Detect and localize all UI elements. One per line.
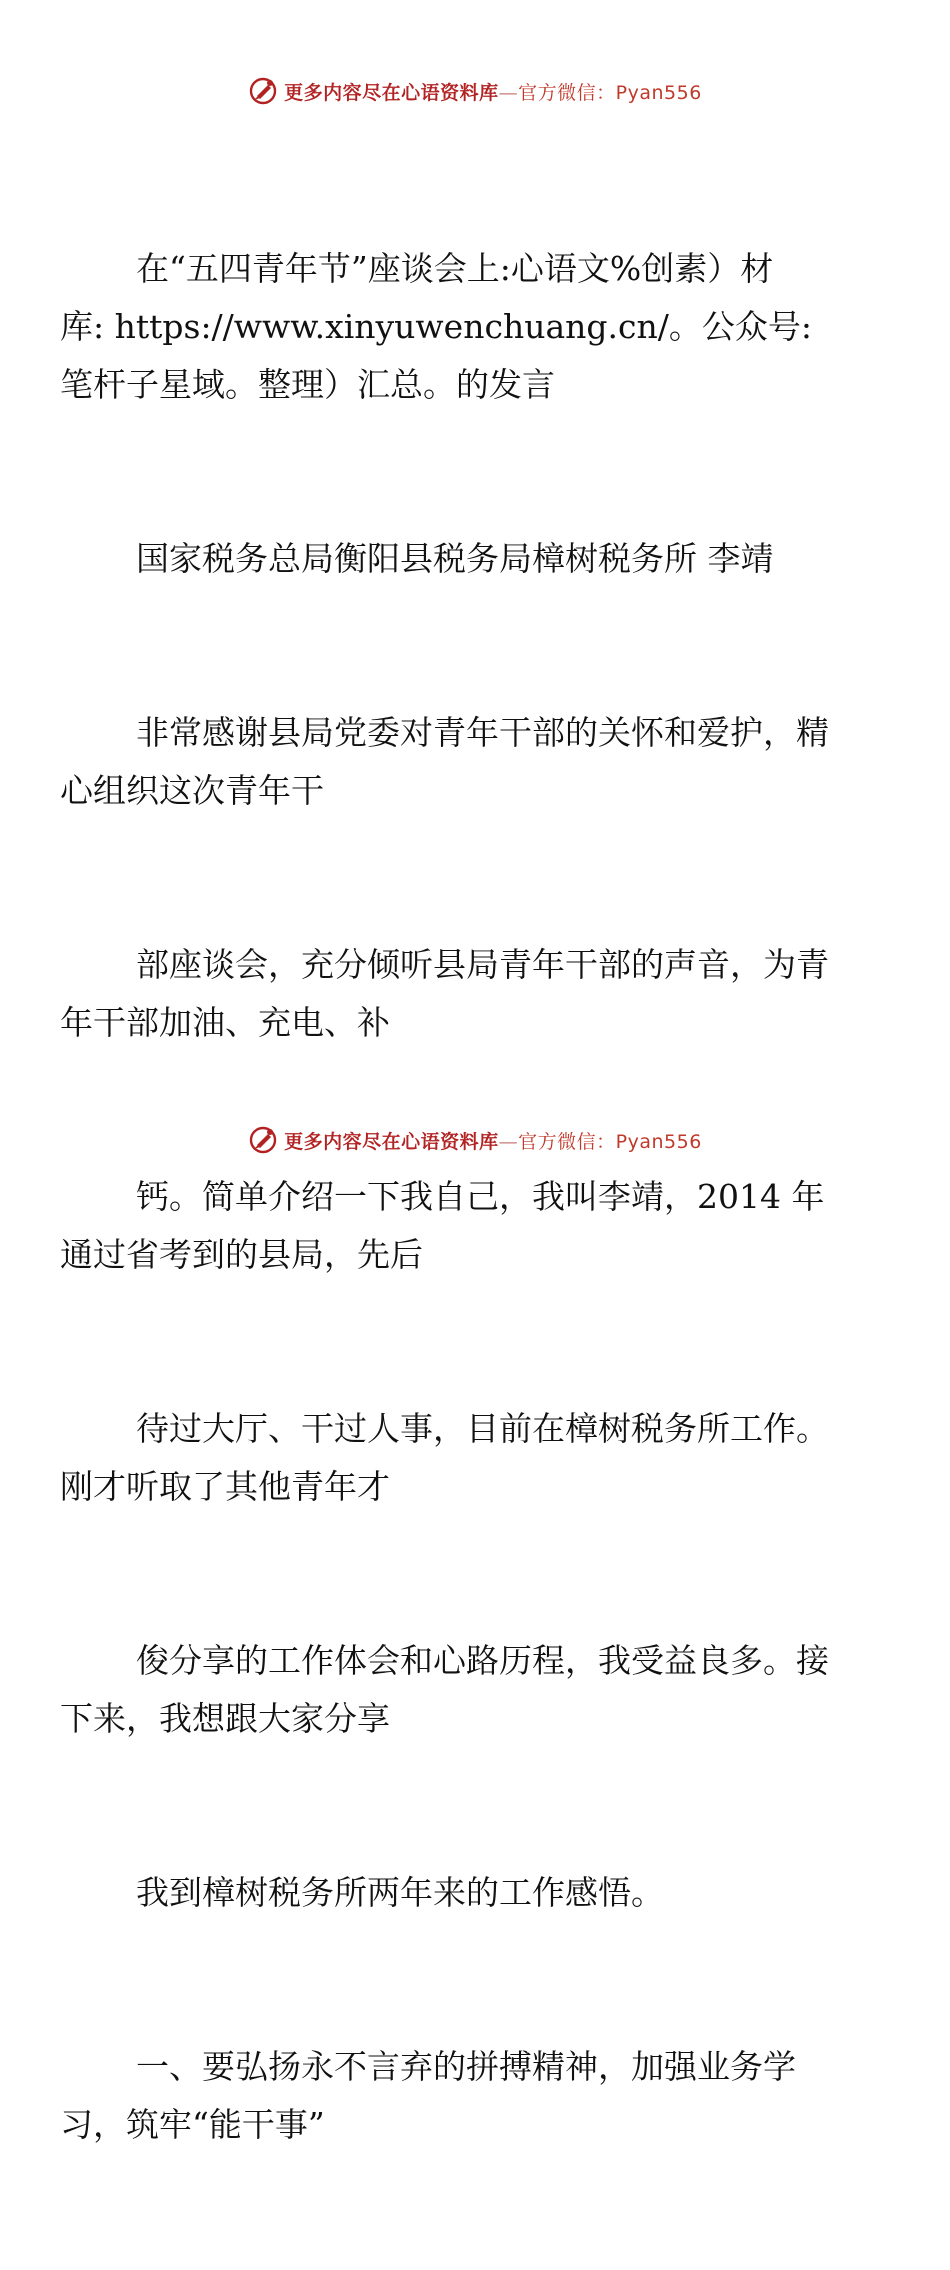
text-line: 在“五四青年节”座谈会上:心语文%创素）材 [136,249,774,288]
document-body [60,124,858,2270]
text-line: 钙。简单介绍一下我自己，我叫李靖，2014 年 [136,1177,825,1216]
text-line: 俊分享的工作体会和心路历程，我受益良多。接 [136,1641,829,1680]
text-line: 刚才听取了其他青年才 [60,1467,390,1506]
text-line: 库: https://www.xinyuwenchuang.cn/。公众号: [60,307,812,346]
paragraph [60,2038,858,2154]
logo-icon [248,1125,278,1155]
text-line: 我到樟树税务所两年来的工作感悟。 [136,1873,664,1912]
banner-wechat-text: 官方微信：Pyan556 [518,1130,702,1153]
banner-text [284,1127,702,1154]
text-line: 通过省考到的县局，先后 [60,1235,423,1274]
banner-wechat-text: 官方微信：Pyan556 [518,81,702,104]
banner-dash: — [498,1130,519,1153]
paragraph [98,1864,858,1922]
text-line: 非常感谢县局党委对青年干部的关怀和爱护，精 [136,713,829,752]
banner-text [284,78,702,105]
paragraph [98,530,858,588]
text-line: 下来，我想跟大家分享 [60,1699,390,1738]
banner-dash: — [498,81,519,104]
paragraph [60,1400,858,1516]
text-line: 一、要弘扬永不言弃的拼搏精神，加强业务学 [136,2047,796,2086]
text-line: 笔杆子星域。整理）汇总。的发言 [60,365,555,404]
text-line: 待过大厅、干过人事，目前在樟树税务所工作。 [136,1409,829,1448]
text-line: 心组织这次青年干 [60,771,324,810]
paragraph [60,240,858,414]
paragraph [60,1632,858,1748]
text-line: 部座谈会，充分倾听县局青年干部的声音，为青 [136,945,829,984]
paragraph [60,1168,858,1284]
paragraph [60,704,858,820]
text-line: 年干部加油、充电、补 [60,1003,390,1042]
banner-main-text: 更多内容尽在心语资料库 [284,1130,499,1153]
logo-icon [248,76,278,106]
header-banner [0,74,950,108]
banner-main-text: 更多内容尽在心语资料库 [284,81,499,104]
footer-banner [0,1123,950,1157]
text-line: 习，筑牢“能干事” [60,2105,325,2144]
text-line: 国家税务总局衡阳县税务局樟树税务所 李靖 [136,539,774,578]
paragraph [60,936,858,1052]
